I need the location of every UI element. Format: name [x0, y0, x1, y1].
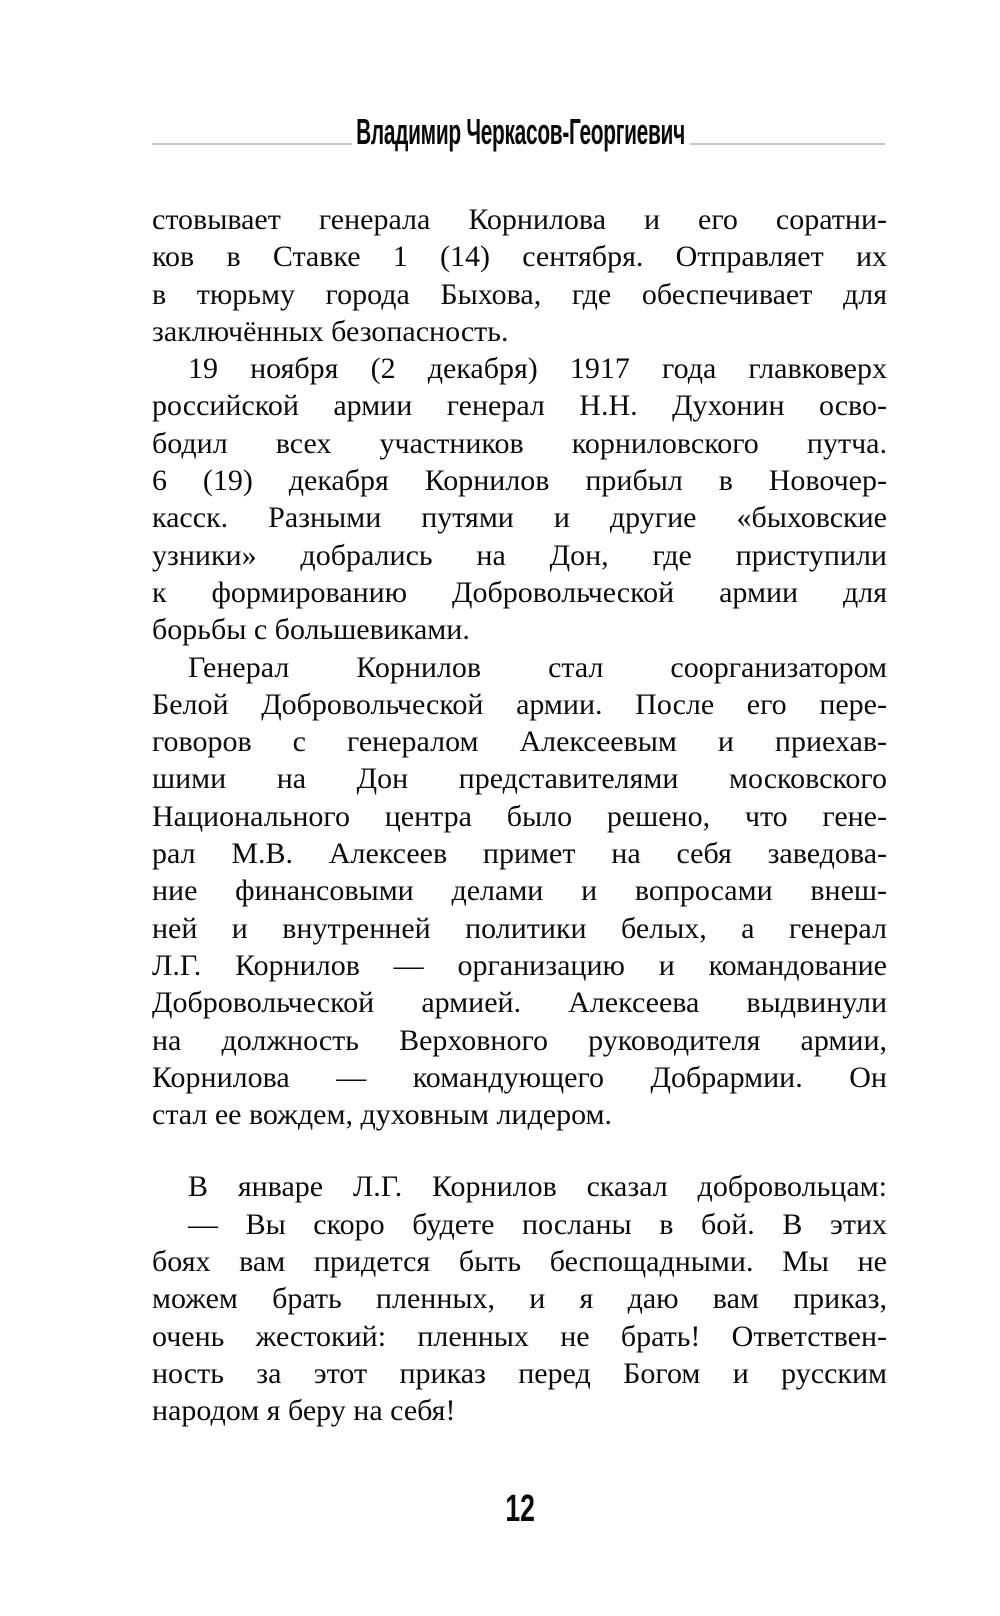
running-head: [40, 112, 1000, 152]
text-line: на должность Верховного руководителя армии,: [152, 1023, 887, 1057]
text-line: боях вам придется быть беспощадными. Мы не: [152, 1245, 887, 1279]
paragraph: [152, 201, 887, 350]
text-line: стовывает генерала Корнилова и его соратни-: [152, 203, 887, 236]
text-line: в тюрьму города Быхова, где обеспечивает для: [152, 277, 887, 311]
text-line: — Вы скоро будете посланы в бой. В этих: [188, 1207, 887, 1241]
text-line: борьбы с большевиками.: [152, 613, 470, 647]
text-line: российской армии генерал Н.Н. Духонин осво-: [152, 389, 887, 423]
text-line: стал ее вождем, духовным лидером.: [152, 1098, 612, 1132]
text-line: 6 (19) декабря Корнилов прибыл в Новочер-: [152, 464, 887, 498]
text-line: рал М.В. Алексеев примет на себя заведова-: [152, 837, 887, 871]
paragraph: [152, 350, 887, 648]
paragraph: [152, 649, 887, 1134]
text-line: Национального центра было решено, что гене-: [152, 799, 887, 833]
text-line: народом я беру на себя!: [152, 1394, 456, 1428]
text-line: Л.Г. Корнилов — организацию и командование: [152, 948, 887, 982]
text-line: Генерал Корнилов стал соорганизатором: [188, 650, 887, 684]
text-line: узники» добрались на Дон, где приступили: [152, 538, 887, 572]
text-line: ней и внутренней политики белых, а генерал: [152, 911, 887, 945]
text-line: ков в Ставке 1 (14) сентября. Отправляет их: [152, 240, 887, 274]
paragraph: [152, 1168, 887, 1205]
text-line: Белой Добровольческой армии. После его пере-: [152, 687, 887, 721]
text-line: Корнилова — командующего Добрармии. Он: [152, 1060, 887, 1094]
body-text: [152, 201, 887, 1430]
text-line: Добровольческой армией. Алексеева выдвинули: [152, 986, 887, 1020]
paragraph: [152, 1206, 887, 1430]
text-line: можем брать пленных, и я даю вам приказ,: [152, 1282, 887, 1316]
text-line: шими на Дон представителями московского: [152, 762, 887, 796]
text-line: говоров с генералом Алексеевым и приехав-: [152, 725, 887, 759]
text-line: очень жестокий: пленных не брать! Ответствен-: [152, 1319, 887, 1353]
page-number: [40, 1489, 1000, 1529]
text-line: касск. Разными путями и другие «быховские: [152, 501, 887, 535]
text-line: к формированию Добровольческой армии для: [152, 575, 887, 609]
text-line: ние финансовыми делами и вопросами внеш-: [152, 874, 887, 908]
running-head-author: Владимир Черкасов-Георгиевич: [355, 111, 685, 152]
header-rule-right: [690, 143, 885, 145]
page-number-value: 12: [505, 1488, 535, 1530]
text-line: заключённых безопасность.: [152, 314, 509, 348]
text-line: В январе Л.Г. Корнилов сказал добровольцам:: [188, 1170, 887, 1204]
text-line: ность за этот приказ перед Богом и русским: [152, 1356, 887, 1390]
text-line: бодил всех участников корниловского путча.: [152, 426, 887, 460]
text-line: 19 ноября (2 декабря) 1917 года главковерх: [188, 352, 887, 386]
